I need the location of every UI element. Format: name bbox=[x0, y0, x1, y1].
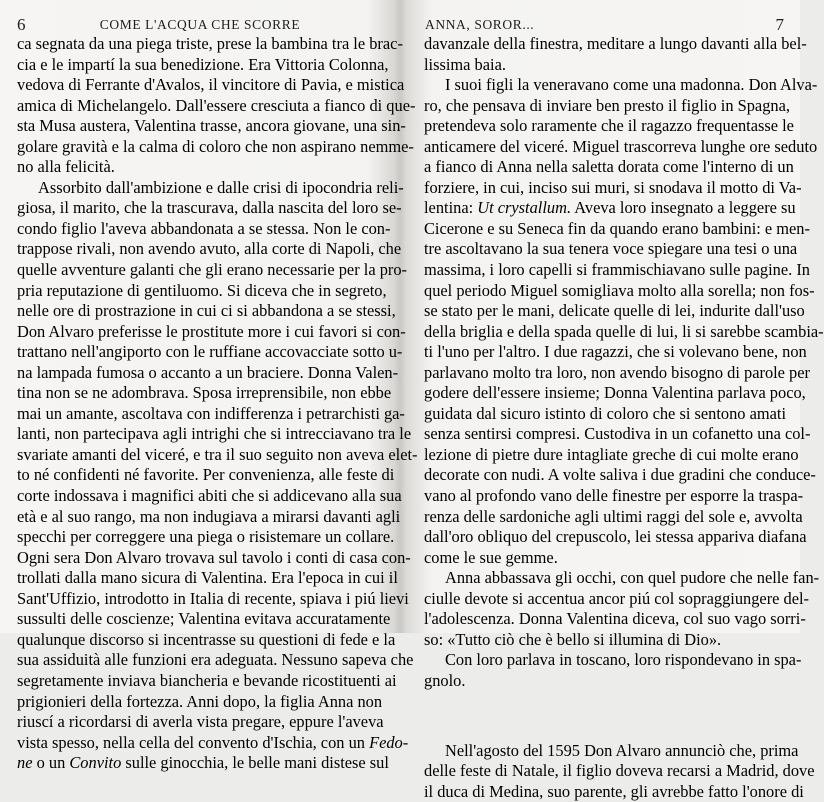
text-line bbox=[424, 157, 794, 178]
text-line bbox=[424, 239, 798, 260]
text-run: mai un amante, ascoltava con indifferenza i petrarchisti ga- bbox=[17, 403, 405, 423]
text-run: dall'oro obliquo del crepuscolo, lei stessa appariva diafana bbox=[424, 527, 807, 547]
text-run: pria reputazione di gentiluomo. Si diceva che in segreto, bbox=[17, 280, 387, 300]
text-run: godere dell'essere insieme; Donna Valentina parlava poco, bbox=[424, 383, 806, 403]
text-line bbox=[424, 280, 815, 302]
text-line bbox=[424, 588, 810, 610]
text-run: sta Musa austera, Valentina trasse, ancora giovane, una sin- bbox=[17, 116, 406, 136]
text-line bbox=[17, 732, 409, 754]
text-line bbox=[17, 465, 395, 486]
text-line bbox=[424, 609, 806, 630]
text-run: vista spesso, nella cella del convento d'Ischia, con un bbox=[17, 732, 370, 752]
text-run: golare gravità e la calma di coloro che non aspirano nemme- bbox=[17, 136, 414, 156]
text-line bbox=[424, 75, 818, 96]
text-run: ro, che pensava di inviare ben presto il figlio in Spagna, bbox=[424, 95, 790, 115]
text-line bbox=[424, 342, 807, 363]
text-run: renza delle sardoniche agli ultimi raggi del sole e, avvolta bbox=[424, 506, 803, 526]
text-run: Con loro parlava in toscano, loro rispondevano in spa- bbox=[445, 650, 802, 670]
text-line bbox=[424, 116, 794, 137]
text-run: Cicerone e su Seneca fin da quando erano bambini: e men- bbox=[424, 218, 810, 238]
text-run: no alla felicità. bbox=[17, 157, 115, 177]
text-run: lanti, non partecipava agli intrighi che si intrecciavano tra le bbox=[17, 424, 412, 444]
text-run: lissima baia. bbox=[424, 54, 506, 74]
text-line bbox=[17, 691, 383, 713]
text-run: I suoi figli la veneravano come una madonna. Don Alva- bbox=[445, 75, 818, 95]
text-run: a fianco di Anna nella saletta dorata come l'interno di un bbox=[424, 157, 794, 177]
text-run: anticamere del viceré. Miguel trascorreva lunghe ore seduto bbox=[424, 136, 818, 156]
section-break bbox=[424, 692, 786, 741]
text-run: decorate con nudi. A volte saliva i due gradini che conduce- bbox=[424, 465, 816, 485]
text-run: parlavano molto tra loro, non avendo bisogno di parole per bbox=[424, 362, 810, 382]
text-run: trollati dalla mano sicura di Valentina. Era l'epoca in cui il bbox=[17, 568, 398, 588]
text-run: nelle ore di prostrazione in cui ci si abbandona a se stessi, bbox=[17, 301, 396, 321]
text-run: lezione di pietre dure intagliate greche di cui molte erano bbox=[424, 444, 799, 464]
text-line bbox=[424, 321, 824, 343]
text-run: gnolo. bbox=[424, 670, 466, 690]
text-line bbox=[424, 444, 799, 466]
text-run: trappose rivali, non avendo avuto, alla corte di Napoli, che bbox=[17, 239, 402, 259]
text-run: guidata dal sicuro istinto di coloro che si sentono amati bbox=[424, 403, 786, 423]
text-run: come le sue gemme. bbox=[424, 547, 558, 567]
text-run: so: «Tutto ciò che è bello si illumina di Dio». bbox=[424, 629, 722, 649]
text-run: vedova di Ferrante d'Avalos, il vincitore di Pavia, e mistica bbox=[17, 75, 405, 95]
text-line bbox=[17, 383, 392, 404]
text-line bbox=[17, 75, 405, 96]
text-line bbox=[424, 424, 811, 445]
text-line bbox=[424, 383, 806, 404]
italic-title: Convito bbox=[69, 753, 122, 773]
text-line bbox=[17, 588, 409, 610]
text-line bbox=[424, 465, 816, 486]
text-line bbox=[17, 34, 403, 55]
text-line bbox=[424, 671, 786, 692]
text-run: età e al suo rango, ma non indugiava a mirarsi davanti agli bbox=[17, 506, 401, 526]
text-line bbox=[17, 547, 411, 569]
text-run: Ogni sera Don Alvaro trovava sul tavolo i conti di casa con- bbox=[17, 547, 411, 567]
text-run: Anna abbassava gli occhi, con quel pudore che nelle fan- bbox=[445, 568, 820, 588]
text-line bbox=[424, 650, 802, 671]
text-line bbox=[17, 321, 406, 343]
text-run: sulle ginocchia, le belle mani distese sul bbox=[121, 753, 389, 773]
text-line bbox=[17, 753, 389, 774]
text-line bbox=[424, 362, 810, 384]
text-run: Don Alvaro preferisse le prostitute more i cui favori si con- bbox=[17, 321, 406, 341]
right-page-text bbox=[424, 34, 824, 802]
italic-title: Fedo- bbox=[369, 732, 409, 752]
text-run: Nell'agosto del 1595 Don Alvaro annunciò che, prima bbox=[445, 740, 799, 760]
text-line bbox=[424, 761, 815, 782]
text-line bbox=[17, 54, 389, 76]
text-run: della briglia e della spada quelle di lui, li si sarebbe scambia- bbox=[424, 321, 824, 341]
text-run: forziere, in cui, inciso sui muri, si snodava il motto di Va- bbox=[424, 177, 802, 197]
text-run: riuscí a ricordarsi di averla vista pregare, eppure l'aveva bbox=[17, 712, 384, 732]
text-line bbox=[17, 260, 407, 281]
text-run: prigionieri della fortezza. Anni dopo, la figlia Anna non bbox=[17, 691, 383, 711]
text-line bbox=[17, 116, 406, 137]
text-run: sua assiduità alle funzioni era adeguata. Nessuno sapeva che bbox=[17, 650, 414, 670]
text-line bbox=[17, 198, 402, 219]
text-line bbox=[17, 568, 398, 589]
text-run: quel periodo Miguel somigliava molto alla sorella; non fos- bbox=[424, 280, 815, 300]
text-line bbox=[17, 527, 395, 548]
text-run: sussulti delle coscienze; Valentina evitava accuratamente bbox=[17, 609, 391, 629]
text-line bbox=[17, 424, 412, 445]
text-line bbox=[424, 404, 786, 425]
text-run: giosa, il marito, che la trascurava, dalla nascita del loro se- bbox=[17, 198, 402, 218]
text-run: Sant'Uffizio, introdotto in Italia di recente, spiava i piú lievi bbox=[17, 588, 409, 608]
text-run: trattano nell'angiporto con le ruffiane accovacciate sotto u- bbox=[17, 342, 403, 362]
text-run: qualunque discorso si incentrasse su questioni di fede e la bbox=[17, 629, 396, 649]
text-run: delle feste di Natale, il figlio doveva recarsi a Madrid, dove bbox=[424, 761, 815, 781]
text-line bbox=[424, 568, 820, 589]
text-line bbox=[424, 740, 799, 762]
text-run: quelle avventure galanti che gli erano necessarie per la pro- bbox=[17, 260, 407, 280]
text-line bbox=[17, 136, 414, 158]
text-run: segretamente inviava biancheria e bevande ricostituenti ai bbox=[17, 670, 397, 690]
left-page-text bbox=[17, 34, 418, 774]
text-line bbox=[424, 527, 807, 548]
text-line bbox=[424, 506, 803, 528]
text-line bbox=[17, 629, 396, 651]
text-run: pretendeva solo raramente che il ragazzo frequentasse le bbox=[424, 116, 794, 136]
text-run: senza sentirsi compresi. Custodiva in un cofanetto una col- bbox=[424, 424, 811, 444]
text-line bbox=[17, 280, 387, 302]
text-run: davanzale della finestra, meditare a lungo davanti alla bel- bbox=[424, 34, 807, 53]
text-run: il duca di Medina, suo parente, gli avrebbe fatto l'onore di bbox=[424, 781, 804, 801]
text-run: ti l'uno per l'altro. I due ragazzi, che si volevano bene, non bbox=[424, 342, 807, 362]
text-run: l'adolescenza. Donna Valentina diceva, col suo vago sorri- bbox=[424, 609, 806, 629]
text-run: condo figlio l'aveva abbandonata a se stessa. Non le con- bbox=[17, 218, 391, 238]
text-run: specchi per correggere una piega o risistemare un collare. bbox=[17, 527, 395, 547]
running-head: ANNA, SOROR... bbox=[425, 17, 535, 32]
page-number: 7 bbox=[775, 15, 784, 34]
text-line bbox=[17, 506, 401, 528]
text-run: corte indossava i magnifici abiti che si addicevano alla sua bbox=[17, 486, 402, 506]
text-line bbox=[424, 486, 804, 507]
text-line bbox=[17, 95, 416, 117]
text-line bbox=[424, 34, 807, 55]
text-line bbox=[424, 781, 804, 802]
text-run: svariate amanti del viceré, e tra il suo seguito non aveva elet- bbox=[17, 444, 418, 464]
text-run: to né confidenti né favorite. Per convenienza, alle feste di bbox=[17, 465, 395, 485]
italic-title: ne bbox=[17, 753, 33, 773]
text-line bbox=[424, 301, 805, 322]
text-line bbox=[424, 630, 786, 651]
text-line bbox=[17, 712, 384, 733]
text-line bbox=[17, 177, 404, 199]
text-run: ciulle devote si accentua ancor piú col sopraggiungere del- bbox=[424, 588, 810, 608]
text-line bbox=[17, 650, 414, 671]
text-line bbox=[424, 55, 786, 76]
text-line bbox=[17, 301, 396, 322]
text-run: lentina: bbox=[424, 198, 478, 218]
text-line bbox=[17, 218, 391, 240]
text-line bbox=[17, 362, 399, 384]
text-run: cia e le impartí la sua benedizione. Era Vittoria Colonna, bbox=[17, 54, 389, 74]
running-head: COME L'ACQUA CHE SCORRE bbox=[99, 17, 301, 32]
text-line bbox=[17, 609, 391, 630]
text-line bbox=[424, 548, 786, 569]
text-line bbox=[17, 444, 418, 466]
text-run: Aveva loro insegnato a leggere su bbox=[571, 198, 796, 218]
text-line bbox=[17, 239, 402, 260]
text-line bbox=[424, 198, 796, 219]
text-line bbox=[17, 342, 403, 363]
text-run: tre ascoltavano la sua tenera voce spiegare una tesi o una bbox=[424, 239, 798, 259]
text-line bbox=[424, 95, 790, 117]
text-line bbox=[17, 403, 405, 425]
text-run: vano al profondo vano delle finestre per esporre la traspa- bbox=[424, 486, 804, 506]
text-line bbox=[17, 670, 397, 692]
text-run: massima, i loro capelli si frammischiavano sulle pagine. In bbox=[424, 260, 810, 280]
text-line bbox=[17, 157, 379, 178]
text-line bbox=[424, 218, 810, 240]
text-run: Assorbito dall'ambizione e dalle crisi di ipocondria reli- bbox=[38, 177, 404, 197]
text-line bbox=[424, 260, 810, 281]
text-run: tina non se ne adombrava. Sposa irreprensibile, non ebbe bbox=[17, 383, 392, 403]
text-line bbox=[424, 136, 818, 158]
text-line bbox=[424, 177, 802, 199]
italic-title: Ut crystallum. bbox=[477, 198, 572, 218]
text-run: o un bbox=[32, 753, 70, 773]
text-run: amica di Michelangelo. Dall'essere cresciuta a fianco di que- bbox=[17, 95, 416, 115]
text-line bbox=[17, 486, 402, 507]
text-run: se stato per le mani, delicate quelle di lei, indurite dall'uso bbox=[424, 301, 805, 321]
page-number: 6 bbox=[17, 15, 26, 34]
text-run: ca segnata da una piega triste, prese la bambina tra le brac- bbox=[17, 34, 403, 53]
text-run: na lampada fumosa o accanto a un braciere. Donna Valen- bbox=[17, 362, 399, 382]
